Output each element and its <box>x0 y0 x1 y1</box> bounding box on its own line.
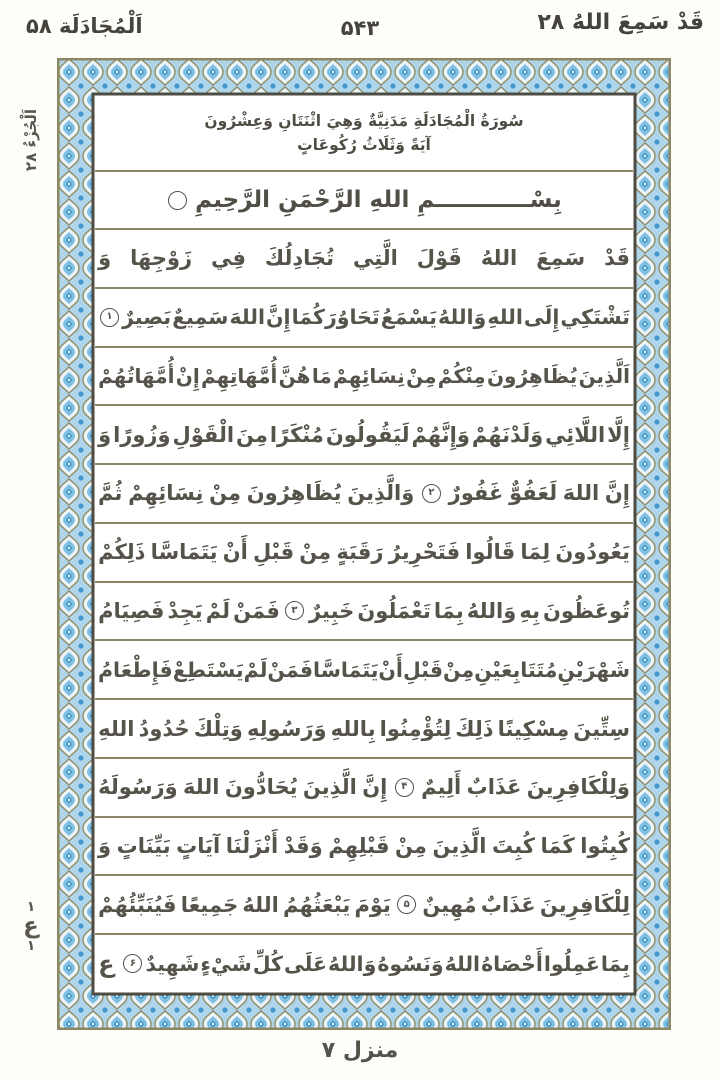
word: سِتِّينَ <box>573 716 630 741</box>
word: اللهَ <box>183 775 220 800</box>
word: أُمَّهَاتِهِمْ <box>200 363 278 388</box>
quran-line-5 <box>95 463 633 522</box>
ayah-number-circle: ۲ <box>422 484 441 503</box>
word: أَنْزَلْنَا <box>225 834 279 859</box>
quran-lines <box>95 228 633 992</box>
word: خَبِيرٌ <box>308 598 355 623</box>
word: اللهَ <box>229 305 265 330</box>
word: ذَلِكُمْ <box>98 540 146 565</box>
word: رَقَبَةٍ <box>336 540 384 565</box>
word: شَهْرَيْنِ <box>557 657 630 682</box>
word: اللَّائِي <box>545 422 606 447</box>
word: فَمَنْ <box>233 598 280 623</box>
word: تُجَادِلُكَ <box>264 246 335 271</box>
word: فَيُنَبِّئُهُمْ <box>98 892 177 917</box>
word: إِنَّ <box>604 481 630 506</box>
word: فَإِطْعَامُ <box>98 657 173 682</box>
word: يُحَادُّونَ <box>224 775 298 800</box>
word: لِلْكَافِرِينَ <box>539 892 630 917</box>
word: قَدْ <box>604 246 630 271</box>
word: وَقَدْ <box>283 834 323 859</box>
word: وَرَسُولَهُ <box>98 775 178 800</box>
juz-title: قَدْ سَمِعَ اللهُ ۲۸ <box>537 10 704 35</box>
ayah-number-circle: ۵ <box>397 895 416 914</box>
quran-line-1 <box>95 228 633 287</box>
word: فِي <box>211 246 247 271</box>
word: وَرَسُولِهِ <box>246 716 327 741</box>
word: مِنْ <box>209 481 242 506</box>
word: إِلَّا <box>607 422 630 447</box>
word: مِنْ <box>395 834 427 859</box>
word: مِنْكُمْ <box>437 363 486 388</box>
word: مُهِينٌ <box>422 892 477 917</box>
word: يَسْمَعُ <box>380 305 437 330</box>
word: زَوْجِهَا <box>130 246 193 271</box>
ayah-number-circle: ۴ <box>395 778 414 797</box>
word: بِاللهِ <box>330 716 376 741</box>
bismillah-text: بِسْــــــــــــمِ اللهِ الرَّحْمَنِ الرَّحِيمِ <box>195 187 562 213</box>
word: يَوْمَ <box>354 892 391 917</box>
word: بِمَا <box>600 951 630 976</box>
word: اللهِ <box>98 716 135 741</box>
word: أَنْ <box>222 540 248 565</box>
word: مِسْكِينًا <box>497 716 570 741</box>
word: تَعْمَلُونَ <box>357 598 431 623</box>
word: آيَاتٍ <box>176 834 221 859</box>
ruku-number-juz: ۱ <box>26 938 36 954</box>
word: وَ <box>98 422 112 447</box>
word: كُبِتُوا <box>580 834 630 859</box>
word: لَمْ <box>205 598 231 623</box>
word: وَالَّذِينَ <box>347 481 415 506</box>
word: أَحْصَاهُ <box>481 951 543 976</box>
word: فَتَحْرِيرُ <box>388 540 461 565</box>
word: مِنْ <box>406 363 437 388</box>
surah-header-text: سُورَةُ الْمُجَادَلَةِ مَدَنِيَّةٌ وَهِيَ اثْنَتَانِ وَعِشْرُونَ آيَةً وَثَلَاثُ رُكُوعَاتٍ <box>204 111 524 154</box>
word: يَتَمَاسَّا <box>150 540 218 565</box>
word: قَبْلِ <box>402 657 444 682</box>
word: لَمْ <box>243 657 268 682</box>
ruku-end-mark: ع <box>98 949 115 978</box>
word: عَذَابٌ <box>466 775 522 800</box>
page-number: ۵۴۳ <box>340 16 380 40</box>
word: بَصِيرٌ <box>122 305 172 330</box>
word: إِلَى <box>523 305 560 330</box>
word: قَبْلِ <box>253 540 295 565</box>
word: سَمِعَ <box>536 246 586 271</box>
ruku-number-surah: ۱ <box>26 899 36 915</box>
word: تُوعَظُونَ <box>543 598 630 623</box>
word: وَ <box>98 834 112 859</box>
bismillah-end-circle-icon <box>168 191 187 210</box>
word: وَلِلْكَافِرِينَ <box>526 775 630 800</box>
ruku-ain-icon: ع <box>23 913 39 939</box>
quran-line-8 <box>95 639 633 698</box>
ayah-number-circle: ۳ <box>285 601 304 620</box>
word: يُظَاهِرُونَ <box>486 363 578 388</box>
word: وَنَسُوهُ <box>377 951 444 976</box>
word: وَإِنَّهُمْ <box>411 422 470 447</box>
margin-juz-note: اَلْجُزْءُ ۲۸ <box>22 108 40 172</box>
word: يَعُودُونَ <box>555 540 630 565</box>
word: غَفُورٌ <box>448 481 504 506</box>
word: لَعَفُوٌّ <box>509 481 558 506</box>
word: لَيَقُولُونَ <box>325 422 410 447</box>
word: يَجِدْ <box>167 598 203 623</box>
word: أَنْ <box>378 657 403 682</box>
quran-line-2 <box>95 287 633 346</box>
word: اللهَ <box>562 481 600 506</box>
quran-line-9 <box>95 698 633 757</box>
word: إِنَّ <box>362 775 388 800</box>
word: وَاللهُ <box>328 951 377 976</box>
word: اللهُ <box>480 246 518 271</box>
word: وَاللهُ <box>438 305 487 330</box>
ayah-number-circle: ۱ <box>100 308 119 327</box>
word: وَلَدْنَهُمْ <box>471 422 544 447</box>
quran-line-12 <box>95 874 633 933</box>
word: عَلَى <box>283 951 328 976</box>
word: الَّتِي <box>352 246 398 271</box>
word: اللهِ <box>487 305 523 330</box>
word: مِنْ <box>443 657 475 682</box>
word: قَبْلِهِمْ <box>328 834 390 859</box>
word: اللهُ <box>444 951 481 976</box>
word: فَمَنْ <box>267 657 314 682</box>
quran-text-area <box>95 96 633 992</box>
word: مُتَتَابِعَيْنِ <box>474 657 558 682</box>
word: لِمَا <box>520 540 551 565</box>
word: وَزُورًا <box>113 422 171 447</box>
word: الَّذِينَ <box>302 775 357 800</box>
word: بِمَا <box>433 598 464 623</box>
surah-title-short: اَلْمُجَادَلَة ۵۸ <box>26 14 143 38</box>
word: الَّذِينَ <box>432 834 487 859</box>
word: سَمِيعٌ <box>172 305 229 330</box>
margin-ruku-marker <box>18 900 44 953</box>
word: كَمَا <box>540 834 575 859</box>
word: يَبْعَثُهُمُ <box>283 892 351 917</box>
page-header <box>0 6 720 50</box>
word: جَمِيعًا <box>180 892 239 917</box>
word: يَسْتَطِعْ <box>172 657 244 682</box>
word: يَتَمَاسَّا <box>313 657 379 682</box>
quran-line-4 <box>95 404 633 463</box>
word: بِهِ <box>519 598 540 623</box>
word: وَاللهُ <box>466 598 517 623</box>
quran-line-6 <box>95 522 633 581</box>
word: كُبِتَ <box>492 834 536 859</box>
word: هُنَّ <box>278 363 311 388</box>
word: تَشْتَكِي <box>560 305 630 330</box>
word: مُنْكَرًا <box>269 422 324 447</box>
word: مَا <box>311 363 332 388</box>
manzil-footer: منزل ۷ <box>321 1038 399 1063</box>
surah-header-ornament <box>95 96 633 170</box>
word: الْقَوْلِ <box>172 422 235 447</box>
word: ذَلِكَ <box>455 716 494 741</box>
word: بَيِّنَاتٍ <box>116 834 171 859</box>
word: كُلِّ <box>252 951 283 976</box>
ayah-number-circle: ۶ <box>123 954 142 973</box>
word: وَ <box>98 246 112 271</box>
word: نِسَائِهِمْ <box>128 481 204 506</box>
word: قَوْلَ <box>416 246 462 271</box>
quran-line-11 <box>95 816 633 875</box>
word: نِسَائِهِمْ <box>333 363 405 388</box>
word: فَصِيَامُ <box>98 598 165 623</box>
word: إِنْ <box>175 363 200 388</box>
word: أُمَّهَاتُهُمْ <box>98 363 175 388</box>
quran-line-3 <box>95 346 633 405</box>
word: قَالُوا <box>465 540 516 565</box>
word: ثُمَّ <box>98 481 123 506</box>
word: لِتُؤْمِنُوا <box>379 716 452 741</box>
word: مِنْ <box>299 540 332 565</box>
word: اللهُ <box>242 892 279 917</box>
word: تَحَاوُرَكُمَا <box>291 305 380 330</box>
word: حُدُودُ <box>138 716 190 741</box>
word: شَيْءٍ <box>200 951 252 976</box>
word: شَهِيدٌ <box>145 951 200 976</box>
word: أَلِيمٌ <box>421 775 462 800</box>
quran-line-13 <box>95 933 633 992</box>
word: إِنَّ <box>266 305 291 330</box>
quran-line-10 <box>95 757 633 816</box>
word: عَذَابٌ <box>480 892 536 917</box>
word: اَلَّذِينَ <box>578 363 630 388</box>
word: مِنَ <box>236 422 268 447</box>
word: وَتِلْكَ <box>193 716 243 741</box>
word: يُظَاهِرُونَ <box>246 481 342 506</box>
quran-line-7 <box>95 581 633 640</box>
bismillah-line <box>95 170 633 228</box>
word: عَمِلُوا <box>543 951 600 976</box>
